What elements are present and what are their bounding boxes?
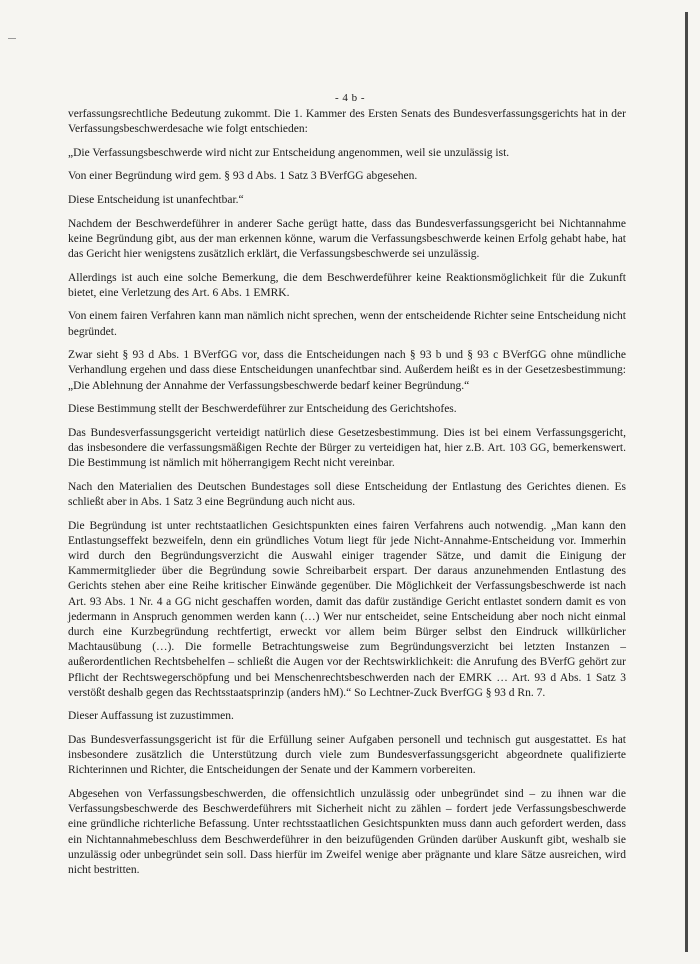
page-number: - 4 b -: [334, 92, 366, 104]
paragraph: Abgesehen von Verfassungsbeschwerden, die offensichtlich unzulässig oder unbegründet sind – zu ihnen war die Verfassungsbeschwerde des Beschwerdeführers mit Sicherheit nicht zu zählen – fordert jede Verfassungsbeschwerde eine gründliche richterliche Befassung. Unter rechtsstaatlichen Gesichtspunkten muss dann auch gefordert werden, dass ein Nichtannahmebeschluss dem Beschwerdeführer in den beizufügenden Gründen darüber Auskunft gibt, weshalb sie unzulässig oder unbegründet sein soll. Dass hierfür im Zweifel wenige aber prägnante und klare Sätze ausreichen, wird nicht bestritten.: [68, 787, 626, 876]
paragraph: verfassungsrechtliche Bedeutung zukommt. Die 1. Kammer des Ersten Senats des Bundesverfassungsgerichts hat in der Verfassungsbeschwerdesache wie folgt entschieden:: [68, 108, 626, 136]
paragraph: Diese Bestimmung stellt der Beschwerdeführer zur Entscheidung des Gerichtshofes.: [68, 403, 457, 416]
paragraph: Diese Entscheidung ist unanfechtbar.“: [68, 193, 244, 206]
body-text: [68, 107, 626, 887]
paragraph: „Die Verfassungsbeschwerde wird nicht zur Entscheidung angenommen, weil sie unzulässig ist.: [68, 146, 510, 159]
paragraph: Dieser Auffassung ist zuzustimmen.: [68, 710, 234, 723]
paragraph: Von einer Begründung wird gem. § 93 d Abs. 1 Satz 3 BVerfGG abgesehen.: [68, 170, 418, 183]
paragraph: Das Bundesverfassungsgericht ist für die Erfüllung seiner Aufgaben personell und technisch gut ausgestattet. Es hat insbesondere zusätzlich die Unterstützung durch viele zum Bundesverfassungsgericht abgeordnete qualifizierte Richterinnen und Richter, die Entscheidungen der Senate und der Kammern vorbereiten.: [68, 733, 626, 777]
scan-edge-line: [685, 12, 688, 952]
paragraph: Von einem fairen Verfahren kann man nämlich nicht sprechen, wenn der entscheidende Richter seine Entscheidung nicht begründet.: [68, 310, 626, 338]
paragraph: Zwar sieht § 93 d Abs. 1 BVerfGG vor, dass die Entscheidungen nach § 93 b und § 93 c BVerfGG ohne mündliche Verhandlung ergehen und dass diese Entscheidungen unanfechtbar sind. Außerdem heißt es in der Gesetzesbestimmung: „Die Ablehnung der Annahme der Verfassungsbeschwerde bedarf keiner Begründung.“: [68, 349, 626, 392]
scan-mark: [8, 38, 16, 39]
paragraph: Nachdem der Beschwerdeführer in anderer Sache gerügt hatte, dass das Bundesverfassungsgericht bei Nichtannahme keine Begründung gibt, aus der man erkennen könne, warum die Verfassungsbeschwerde keinen Erfolg gehabt habe, hat das Gericht hier wenigstens zusätzlich erklärt, die Verfassungsbeschwerde sei unzulässig.: [68, 217, 626, 260]
paragraph: Nach den Materialien des Deutschen Bundestages soll diese Entscheidung der Entlastung des Gerichtes dienen. Es schließt aber in Abs. 1 Satz 3 eine Begründung auch nicht aus.: [68, 480, 626, 508]
paragraph: Allerdings ist auch eine solche Bemerkung, die dem Beschwerdeführer keine Reaktionsmöglichkeit für die Zukunft bietet, eine Verletzung des Art. 6 Abs. 1 EMRK.: [68, 271, 626, 299]
paragraph: Die Begründung ist unter rechtstaatlichen Gesichtspunkten eines fairen Verfahrens auch notwendig. „Man kann den Entlastungseffekt bezweifeln, denn ein gründliches Votum liegt für jede Nicht-Annahme-Entscheidung vor. Immerhin wird durch den Begründungsverzicht die Auswahl einiger tragender Sätze, und damit die Einigung der Kammermitglieder über die Begründung sowie Schreibarbeit erspart. Der daraus anzunehmenden Entlastung des Gerichts stehen aber eine Reihe kritischer Einwände gegenüber. Die Möglichkeit der Verfassungsbeschwerde ist nach Art. 93 Abs. 1 Nr. 4 a GG nicht geschaffen worden, damit das dafür zuständige Gericht entlastet sondern damit es von jedermann in Anspruch genommen werden kann (…) Wer nur entscheidet, seine Entscheidung aber noch nicht einmal durch eine Kurzbegründung rechtfertigt, erweckt vor allem beim Bürger selbst den Eindruck willkürlicher Machtausübung (…). Die formelle Betrachtungsweise zum Begründungsverzicht bei letzten Instanzen – außerordentlichen Rechtsbehelfen – schließt die Augen vor der Rechtswirklichkeit: die Anrufung des BVerfG gehört zur Pflicht der Rechtswegerschöpfung und bei Menschenrechtsbeschwerden nach der EMRK … Art. 93 d Abs. 1 Satz 3 verstößt deshalb gegen das Rechtsstaatsprinzip (anders hM).“ So Lechtner-Zuck BverfGG § 93 d Rn. 7.: [68, 519, 626, 699]
paragraph: Das Bundesverfassungsgericht verteidigt natürlich diese Gesetzesbestimmung. Dies ist bei einem Verfassungsgericht, das insbesondere die verfassungsmäßigen Rechte der Bürger zu verteidigen hat, hier z.B. Art. 103 GG, bemerkenswert. Die Bestimmung ist nämlich mit höherrangigem Recht nicht vereinbar.: [68, 426, 626, 470]
